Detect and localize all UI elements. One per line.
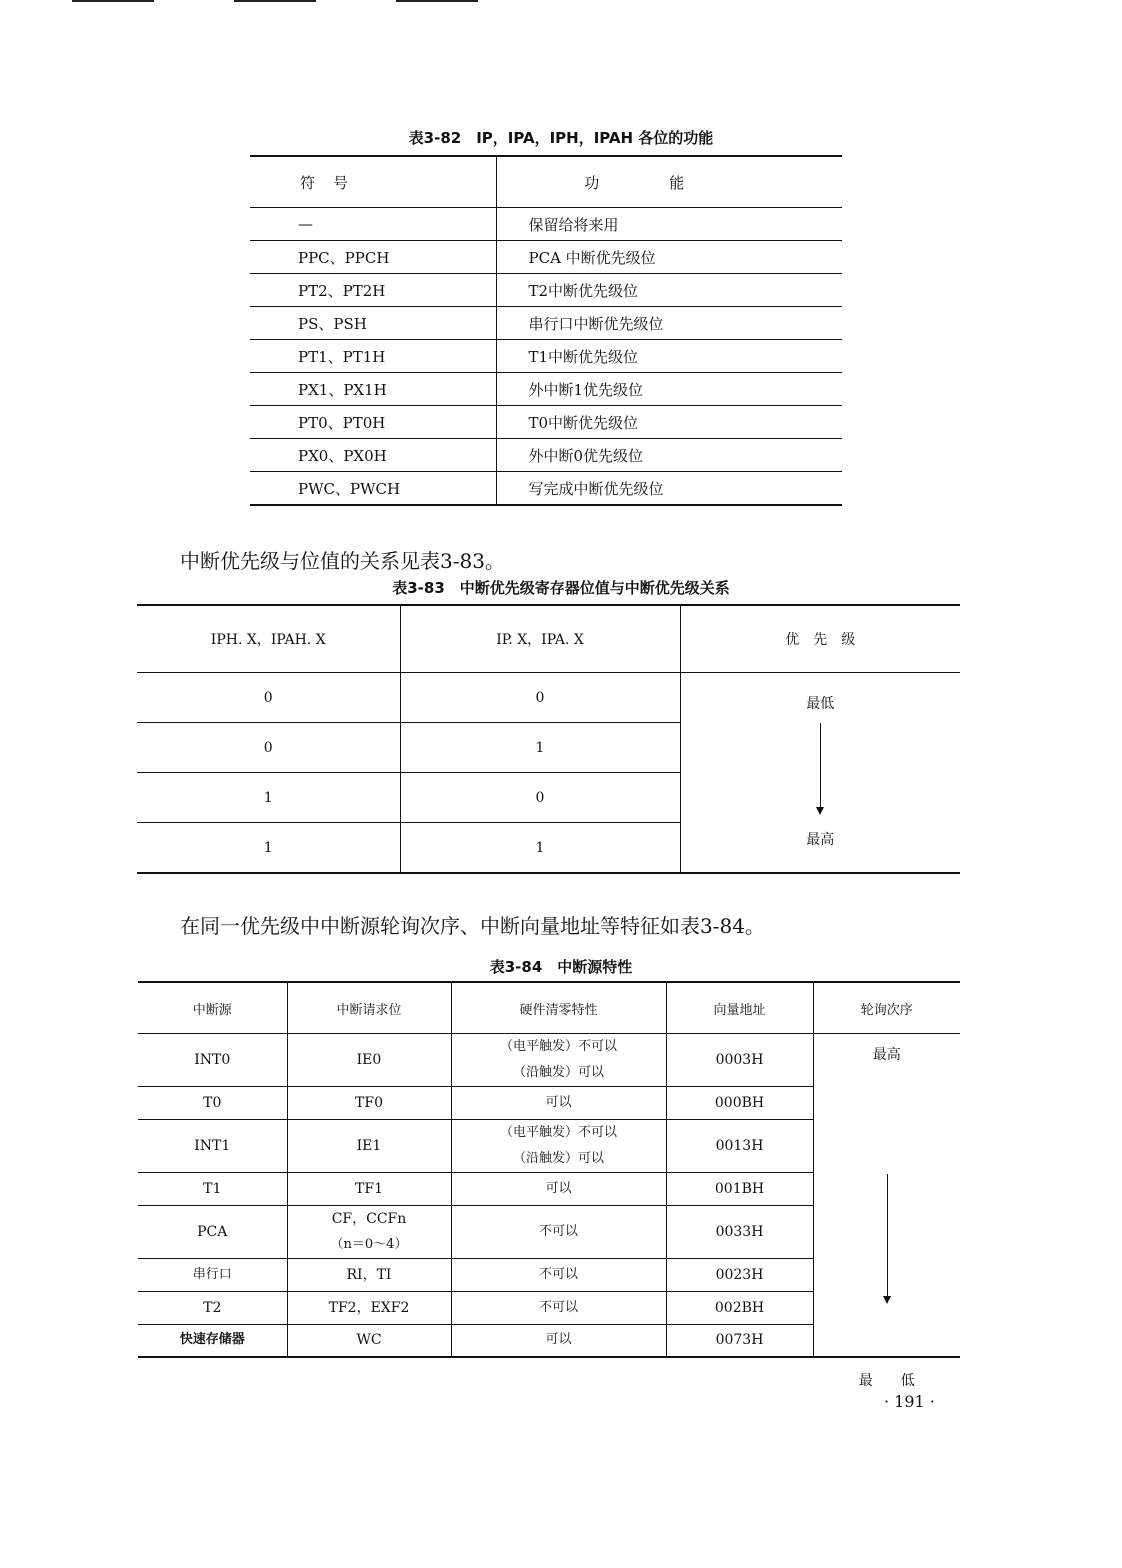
vector-cell: 0013H <box>666 1120 813 1173</box>
symbol-cell: PT1、PT1H <box>250 340 496 373</box>
hw-clear-line-1: （电平触发）不可以 <box>499 1125 617 1140</box>
hw-clear-cell: 可以 <box>451 1173 666 1206</box>
header-poll-order: 轮询次序 <box>813 982 960 1034</box>
source-cell: 快速存储器 <box>138 1325 287 1357</box>
table82-header-row <box>250 156 842 208</box>
request-bit-cell <box>287 1206 451 1259</box>
poll-highest: 最高 <box>872 1047 901 1063</box>
source-cell: T0 <box>138 1087 287 1120</box>
symbol-cell: PT2、PT2H <box>250 274 496 307</box>
function-cell: 外中断0优先级位 <box>496 439 842 472</box>
table83-header-priority: 优 先 级 <box>680 605 960 673</box>
function-cell: 写完成中断优先级位 <box>528 479 664 498</box>
table-row <box>250 472 842 506</box>
hw-clear-cell <box>451 1120 666 1173</box>
vector-cell: 001BH <box>666 1173 813 1206</box>
hw-clear-cell: 可以 <box>451 1087 666 1120</box>
hw-clear-cell: 不可以 <box>451 1259 666 1292</box>
ip-cell: 0 <box>400 673 680 723</box>
vector-cell: 0073H <box>666 1325 813 1357</box>
hw-clear-cell: 不可以 <box>451 1206 666 1259</box>
table-row <box>250 208 842 241</box>
table-row <box>250 274 842 307</box>
table-row <box>138 1034 960 1087</box>
table84-header-row <box>138 982 960 1034</box>
request-bit-cell: WC <box>287 1325 451 1357</box>
function-cell: T1中断优先级位 <box>496 340 842 373</box>
header-hw-clear: 硬件清零特性 <box>451 982 666 1034</box>
paragraph-2: 在同一优先级中中断源轮询次序、中断向量地址等特征如表3-84。 <box>180 914 765 938</box>
poll-lowest: 最 低 <box>858 1373 915 1389</box>
table84 <box>138 981 960 1389</box>
paragraph-1: 中断优先级与位值的关系见表3-83。 <box>180 549 505 573</box>
vector-cell: 002BH <box>666 1292 813 1325</box>
request-bit-cell: TF0 <box>287 1087 451 1120</box>
hw-clear-cell: 不可以 <box>451 1292 666 1325</box>
hw-clear-line-2: （沿触发）可以 <box>512 1065 604 1080</box>
top-rule-1 <box>72 0 154 2</box>
hw-clear-cell: 可以 <box>451 1325 666 1357</box>
table-row <box>250 307 842 340</box>
function-cell: T0中断优先级位 <box>496 406 842 439</box>
table82 <box>250 155 842 506</box>
symbol-cell: PT0、PT0H <box>250 406 496 439</box>
function-cell: PCA 中断优先级位 <box>496 241 842 274</box>
ip-cell: 0 <box>400 773 680 823</box>
poll-order-column <box>813 1034 960 1389</box>
header-vector: 向量地址 <box>666 982 813 1034</box>
arrow-line <box>820 723 821 809</box>
table82-header-function: 功能 <box>496 156 842 208</box>
table-row <box>250 373 842 406</box>
source-cell: T1 <box>138 1173 287 1206</box>
priority-lowest: 最低 <box>806 696 835 712</box>
table84-caption: 表3-84 中断源特性 <box>489 958 633 976</box>
table83-header-row <box>137 605 960 673</box>
vector-cell: 0003H <box>666 1034 813 1087</box>
function-cell: 串行口中断优先级位 <box>496 307 842 340</box>
header-request-bit: 中断请求位 <box>287 982 451 1034</box>
source-cell: INT1 <box>138 1120 287 1173</box>
symbol-cell: PPC、PPCH <box>250 241 496 274</box>
table83-caption: 表3-83 中断优先级寄存器位值与中断优先级关系 <box>392 579 730 597</box>
request-bit-cell: RI，TI <box>287 1259 451 1292</box>
source-cell: T2 <box>138 1292 287 1325</box>
arrow-down-icon <box>816 807 824 815</box>
request-bit-cell: TF1 <box>287 1173 451 1206</box>
source-cell: 串行口 <box>138 1259 287 1292</box>
header-source: 中断源 <box>138 982 287 1034</box>
symbol-cell: — <box>250 208 496 241</box>
symbol-cell: PX1、PX1H <box>250 373 496 406</box>
table-row <box>250 241 842 274</box>
iph-cell: 0 <box>137 723 400 773</box>
function-cell: 保留给将来用 <box>496 208 842 241</box>
table82-header-symbol: 符号 <box>250 156 496 208</box>
symbol-cell: PS、PSH <box>250 307 496 340</box>
vector-cell: 000BH <box>666 1087 813 1120</box>
table-row <box>250 439 842 472</box>
top-rule-3 <box>396 0 478 2</box>
table83 <box>137 604 960 874</box>
request-bit-cell: IE1 <box>287 1120 451 1173</box>
table-row <box>137 673 960 723</box>
symbol-cell: PX0、PX0H <box>250 439 496 472</box>
ip-cell: 1 <box>400 823 680 874</box>
table83-header-ip: IP. X，IPA. X <box>400 605 680 673</box>
hw-clear-line-2: （沿触发）可以 <box>512 1151 604 1166</box>
source-cell: PCA <box>138 1206 287 1259</box>
priority-column <box>680 673 960 874</box>
priority-highest: 最高 <box>806 832 835 848</box>
hw-clear-cell <box>451 1034 666 1087</box>
request-bit-cell: TF2，EXF2 <box>287 1292 451 1325</box>
symbol-cell: PWC、PWCH <box>250 472 496 506</box>
arrow-down-icon <box>883 1296 891 1304</box>
vector-cell: 0023H <box>666 1259 813 1292</box>
hw-clear-line-1: （电平触发）不可以 <box>499 1039 617 1054</box>
top-rule-2 <box>234 0 316 2</box>
table83-header-iph: IPH. X，IPAH. X <box>137 605 400 673</box>
request-bit-cell: IE0 <box>287 1034 451 1087</box>
function-cell: T2中断优先级位 <box>496 274 842 307</box>
poll-arrow-line <box>887 1174 888 1298</box>
table-row <box>250 340 842 373</box>
iph-cell: 1 <box>137 823 400 874</box>
page-number: · 191 · <box>884 1392 935 1411</box>
table-row <box>250 406 842 439</box>
table82-caption: 表3-82 IP，IPA，IPH，IPAH 各位的功能 <box>408 129 714 147</box>
function-cell: 外中断1优先级位 <box>496 373 842 406</box>
iph-cell: 0 <box>137 673 400 723</box>
request-bit-line-1: CF，CCFn <box>331 1211 407 1227</box>
source-cell: INT0 <box>138 1034 287 1087</box>
request-bit-line-2: （n＝0～4） <box>330 1237 408 1252</box>
vector-cell: 0033H <box>666 1206 813 1259</box>
iph-cell: 1 <box>137 773 400 823</box>
ip-cell: 1 <box>400 723 680 773</box>
